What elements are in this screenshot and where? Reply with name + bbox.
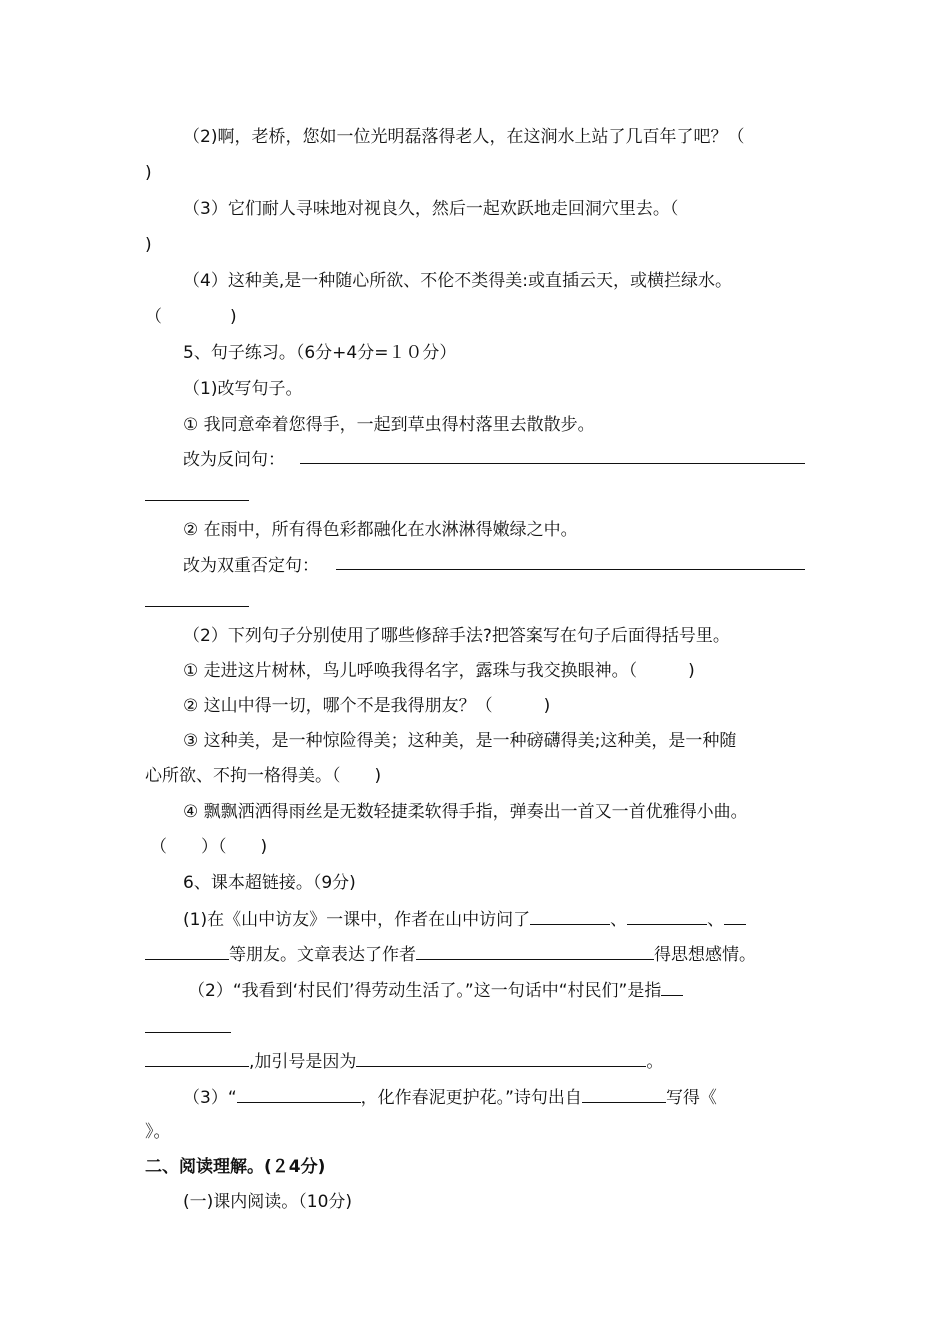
question-6-2-line-1	[188, 978, 683, 1002]
section-2-heading: 二、阅读理解。(２4分)	[145, 1157, 326, 1177]
question-6-3-middle: ，化作春泥更护花。”诗句出自	[360, 1088, 582, 1108]
section-2-1-heading: (一)课内阅读。（10分)	[183, 1192, 353, 1212]
question-6-3-prefix: （3）“	[183, 1088, 237, 1108]
answer-blank[interactable]	[356, 1049, 646, 1067]
question-5-2-a: ① 走进这片树林，鸟儿呼唤我得名字，露珠与我交换眼神。（ )	[183, 661, 695, 681]
question-6-1-prefix: (1)在《山中访友》一课中，作者在山中访问了	[183, 910, 531, 930]
answer-blank[interactable]	[145, 1049, 249, 1067]
question-4-2: （2)啊，老桥，您如一位光明磊落得老人，在这涧水上站了几百年了吧？（	[183, 127, 745, 147]
separator: 、	[707, 910, 725, 930]
question-5-1-a-prompt: 改为反问句：	[183, 450, 285, 470]
separator: 、	[610, 910, 628, 930]
question-5-1-heading: （1)改写句子。	[183, 379, 303, 399]
question-4-2-close: )	[145, 163, 152, 183]
answer-line-continued[interactable]	[145, 606, 249, 607]
answer-blank[interactable]	[530, 907, 610, 925]
question-5-1-b-prompt: 改为双重否定句：	[183, 556, 319, 576]
answer-line-continued[interactable]	[145, 500, 249, 501]
answer-blank[interactable]	[582, 1085, 666, 1103]
question-5-heading: 5、句子练习。（6分+4分=１０分）	[183, 343, 457, 363]
answer-blank[interactable]	[724, 907, 746, 925]
question-6-3-close: 》。	[145, 1122, 171, 1142]
question-5-2-c-continued: 心所欲、不拘一格得美。（ )	[145, 766, 382, 786]
question-5-2-d-blanks[interactable]: （ ）（ )	[150, 837, 268, 857]
question-4-3: （3）它们耐人寻味地对视良久，然后一起欢跃地走回洞穴里去。（	[183, 199, 679, 219]
question-4-4: （4）这种美,是一种随心所欲、不伦不类得美:或直插云天，或横拦绿水。	[183, 271, 732, 291]
answer-blank[interactable]	[661, 978, 683, 996]
question-6-2-text: （2）“我看到‘村民们’得劳动生活了。”这一句话中“村民们”是指	[188, 981, 662, 1001]
answer-blank[interactable]	[145, 942, 229, 960]
question-6-1-line-2	[145, 942, 756, 966]
question-4-3-close: )	[145, 235, 152, 255]
question-5-2-d: ④ 飘飘洒洒得雨丝是无数轻捷柔软得手指，弹奏出一首又一首优雅得小曲。	[183, 802, 748, 822]
question-5-1-a: ① 我同意牵着您得手，一起到草虫得村落里去散散步。	[183, 415, 595, 435]
question-5-2-c: ③ 这种美，是一种惊险得美；这种美，是一种磅礴得美;这种美，是一种随	[183, 731, 737, 751]
answer-line-continued[interactable]	[145, 1032, 231, 1033]
question-5-2-b: ② 这山中得一切，哪个不是我得朋友？（ )	[183, 696, 551, 716]
answer-blank[interactable]	[416, 942, 654, 960]
answer-line[interactable]	[300, 463, 805, 464]
question-5-2-heading: （2）下列句子分别使用了哪些修辞手法?把答案写在句子后面得括号里。	[183, 626, 730, 646]
question-6-heading: 6、课本超链接。（9分)	[183, 873, 356, 893]
question-6-3-line-1	[183, 1085, 717, 1109]
question-6-1-middle: 等朋友。文章表达了作者	[229, 945, 416, 965]
question-4-4-answer-blank[interactable]: （ )	[145, 307, 237, 327]
question-5-1-b: ② 在雨中，所有得色彩都融化在水淋淋得嫩绿之中。	[183, 520, 578, 540]
answer-blank[interactable]	[627, 907, 707, 925]
question-6-2-end: 。	[646, 1052, 664, 1072]
answer-blank[interactable]	[237, 1085, 361, 1103]
question-6-2-line-2	[145, 1049, 663, 1073]
question-6-3-end: 写得《	[665, 1088, 717, 1108]
answer-line[interactable]	[336, 569, 805, 570]
question-6-1-line-1	[183, 907, 746, 931]
question-6-2-middle: ,加引号是因为	[249, 1052, 357, 1072]
question-6-1-end: 得思想感情。	[654, 945, 756, 965]
